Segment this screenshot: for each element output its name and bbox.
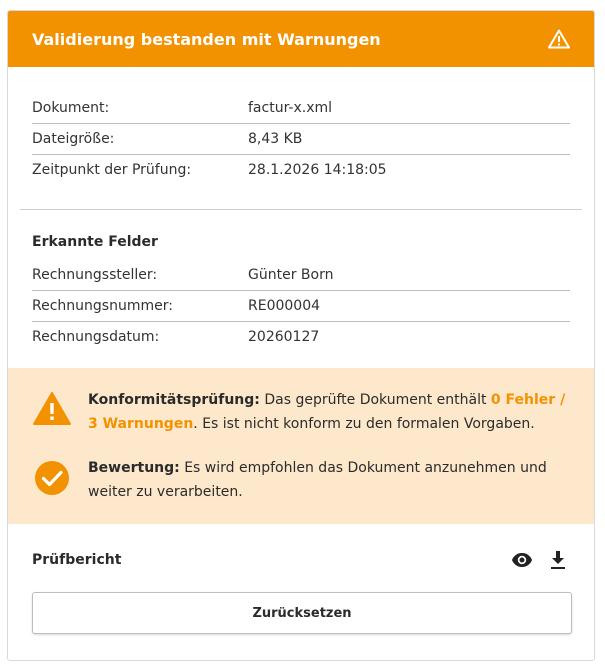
conformity-text-after: . Es ist nicht konform zu den formalen Vorgaben. <box>193 416 535 432</box>
check-circle-icon <box>32 456 72 496</box>
detected-fields <box>8 210 594 368</box>
report-section <box>8 524 594 634</box>
field-row-invoice-number <box>32 291 570 322</box>
field-value: RE000004 <box>248 298 321 314</box>
validation-notice <box>8 368 594 524</box>
meta-label: Zeitpunkt der Prüfung: <box>32 162 192 178</box>
report-actions <box>510 548 570 572</box>
conformity-notice <box>32 388 566 436</box>
assessment-label: Bewertung: <box>88 460 180 476</box>
field-label: Rechnungsdatum: <box>32 329 160 345</box>
meta-value: 8,43 KB <box>248 131 303 147</box>
conformity-label: Konformitätsprüfung: <box>88 392 260 408</box>
meta-label: Dokument: <box>32 100 110 116</box>
field-row-issuer <box>32 260 570 291</box>
assessment-message: Es wird empfohlen das Dokument anzunehmen und weiter zu verarbeiten. <box>88 460 547 500</box>
meta-row-filesize <box>32 124 570 155</box>
meta-value: factur-x.xml <box>248 100 333 116</box>
report-header <box>32 548 570 572</box>
warning-triangle-icon <box>548 28 570 50</box>
eye-icon[interactable] <box>510 548 534 572</box>
meta-label: Dateigröße: <box>32 131 115 147</box>
report-title: Prüfbericht <box>32 552 122 568</box>
download-icon[interactable] <box>546 548 570 572</box>
meta-row-document <box>32 93 570 124</box>
detected-fields-title: Erkannte Felder <box>32 234 158 250</box>
field-label: Rechnungsnummer: <box>32 298 173 314</box>
warning-triangle-icon <box>32 388 72 426</box>
result-title: Validierung bestanden mit Warnungen <box>32 29 381 49</box>
conformity-text-before: Das geprüfte Dokument enthält <box>259 392 491 408</box>
field-label: Rechnungssteller: <box>32 267 158 283</box>
result-header <box>8 11 594 67</box>
assessment-notice <box>32 456 566 504</box>
conformity-text <box>88 388 566 436</box>
document-meta <box>20 67 582 210</box>
reset-button[interactable]: Zurücksetzen <box>32 592 572 634</box>
meta-value: 28.1.2026 14:18:05 <box>248 162 387 178</box>
error-warning-count: 0 Fehler / 3 Warnungen <box>88 392 566 432</box>
validation-result-card <box>7 10 595 661</box>
field-row-invoice-date <box>32 322 570 352</box>
field-value: Günter Born <box>248 267 334 283</box>
meta-row-timestamp <box>32 155 570 185</box>
assessment-text <box>88 456 566 504</box>
field-value: 20260127 <box>248 329 320 345</box>
